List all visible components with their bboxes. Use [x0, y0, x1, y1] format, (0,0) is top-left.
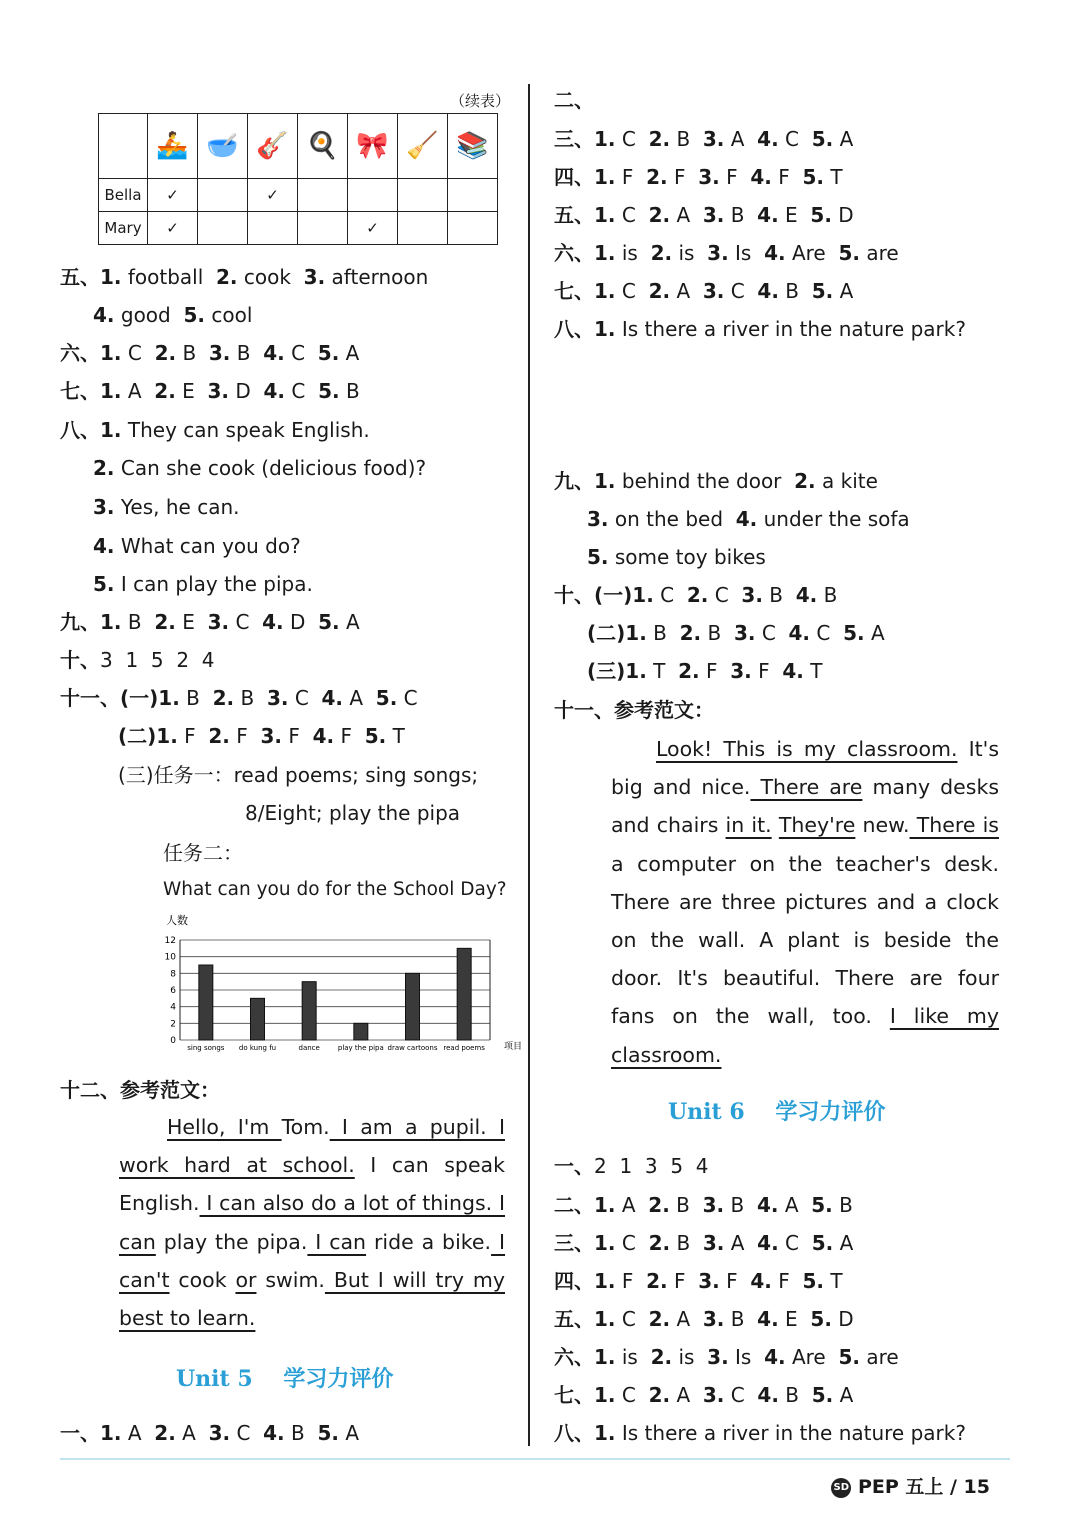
table-row — [99, 212, 498, 245]
x-tick-label: read poems — [443, 1044, 485, 1052]
column-divider — [528, 84, 530, 1446]
section-6: 六、1. C 2. B 3. B 4. C 5. A — [60, 341, 360, 365]
unit-6-heading: Unit 6 学习力评价 — [668, 1099, 886, 1125]
r-section-10-part-1: 十、(一)1. C 2. C 3. B 4. B — [554, 583, 838, 607]
y-tick-label: 8 — [170, 969, 176, 980]
table-caption: （续表） — [450, 92, 511, 110]
unit-5-section-1: 一、1. A 2. A 3. C 4. B 5. A — [60, 1421, 360, 1445]
section-8-line-4: 4. What can you do? — [93, 534, 301, 558]
table-row — [99, 179, 498, 212]
u6-section-3: 三、1. C 2. B 3. A 4. C 5. A — [554, 1231, 854, 1255]
section-11-part-2: (二)1. F 2. F 3. F 4. F 5. T — [118, 724, 405, 748]
check-cell — [298, 212, 348, 245]
broom-icon: 🧹 — [398, 114, 448, 179]
check-cell — [348, 179, 398, 212]
r-section-4: 四、1. F 2. F 3. F 4. F 5. T — [554, 165, 843, 189]
section-11-part-3: (三)任务一：read poems; sing songs; — [118, 763, 479, 787]
x-tick-label: play the pipa — [337, 1044, 384, 1052]
r-section-9-line-1: 九、1. behind the door 2. a kite — [554, 469, 878, 493]
bar — [457, 948, 471, 1040]
r-section-8-line-4 — [587, 428, 593, 458]
check-cell — [398, 179, 448, 212]
u6-section-1: 一、2 1 3 5 4 — [554, 1154, 709, 1178]
r-section-9-line-3: 5. some toy bikes — [587, 545, 766, 569]
r-section-11-label: 十一、参考范文： — [554, 698, 714, 722]
page-number: PEP 五上 / 15 — [857, 1476, 990, 1498]
pipa-icon: 🎸 — [248, 114, 298, 179]
y-tick-label: 10 — [164, 952, 176, 963]
bar — [302, 982, 316, 1040]
page-footer — [831, 1472, 990, 1499]
frying-pan-icon: 🍳 — [298, 114, 348, 179]
r-section-8-line-1: 八、1. Is there a river in the nature park? — [554, 317, 966, 341]
r-section-9-line-2: 3. on the bed 4. under the sofa — [587, 507, 910, 531]
section-8-line-1: 八、1. They can speak English. — [60, 418, 370, 442]
bar — [199, 965, 213, 1040]
row-name: Mary — [99, 212, 148, 245]
u6-section-7: 七、1. C 2. A 3. C 4. B 5. A — [554, 1383, 854, 1407]
x-tick-label: do kung fu — [238, 1044, 277, 1052]
u6-section-8: 八、1. Is there a river in the nature park? — [554, 1421, 966, 1445]
check-cell: ✓ — [148, 179, 198, 212]
u6-section-6: 六、1. is 2. is 3. Is 4. Are 5. are — [554, 1345, 899, 1369]
section-5-line-2: 4. good 5. cool — [93, 303, 253, 327]
dance-ribbon-icon: 🎀 — [348, 114, 398, 179]
y-tick-label: 0 — [170, 1036, 176, 1046]
bar — [406, 973, 420, 1040]
r-section-7: 七、1. C 2. A 3. C 4. B 5. A — [554, 279, 854, 303]
publisher-logo: SD — [831, 1478, 851, 1498]
section-8-line-3: 3. Yes, he can. — [93, 495, 240, 519]
reference-essay-left: Hello, I'm Tom. I am a pupil. I work hard at school. I can speak English. I can also do a lot of things. I can play the pipa. I can ride a bike. I can't cook or swim. But I will try my best to learn. — [119, 1115, 505, 1331]
r-section-3: 三、1. C 2. B 3. A 4. C 5. A — [554, 127, 854, 151]
r-section-5: 五、1. C 2. A 3. B 4. E 5. D — [554, 203, 854, 227]
y-tick-label: 2 — [170, 1019, 176, 1030]
picture-row — [99, 114, 498, 179]
u6-section-4: 四、1. F 2. F 3. F 4. F 5. T — [554, 1269, 843, 1293]
y-tick-label: 6 — [170, 986, 176, 996]
check-cell — [248, 212, 298, 245]
y-tick-label: 12 — [164, 936, 176, 946]
bookshelf-icon: 📚 — [448, 114, 498, 179]
section-11-part-3-cont: 8/Eight; play the pipa — [245, 801, 461, 825]
survey-table — [98, 113, 498, 245]
row-name: Bella — [99, 179, 148, 212]
x-tick-label: sing songs — [187, 1044, 225, 1052]
check-cell — [398, 212, 448, 245]
r-section-10-part-2: (二)1. B 2. B 3. C 4. C 5. A — [587, 621, 885, 645]
bar — [354, 1023, 368, 1040]
bar-chart — [160, 910, 530, 1065]
check-cell — [198, 179, 248, 212]
section-8-line-5: 5. I can play the pipa. — [93, 572, 313, 596]
u6-section-5: 五、1. C 2. A 3. B 4. E 5. D — [554, 1307, 854, 1331]
r-section-2: 二、 — [554, 88, 594, 112]
check-cell — [298, 179, 348, 212]
section-5-line-1: 五、1. football 2. cook 3. afternoon — [60, 265, 429, 289]
bar — [251, 998, 265, 1040]
section-11-part-1: 十一、(一)1. B 2. B 3. C 4. A 5. C — [60, 686, 418, 710]
x-tick-label: draw cartoons — [387, 1044, 438, 1052]
section-7: 七、1. A 2. E 3. D 4. C 5. B — [60, 379, 360, 403]
r-section-6: 六、1. is 2. is 3. Is 4. Are 5. are — [554, 241, 899, 265]
section-12-label: 十二、参考范文： — [60, 1078, 220, 1102]
x-axis-label: 项目 — [504, 1042, 523, 1052]
task-2-label: 任务二： — [163, 841, 243, 865]
x-tick-label: dance — [298, 1044, 320, 1052]
check-cell — [198, 212, 248, 245]
rowing-icon: 🚣 — [148, 114, 198, 179]
unit-5-heading: Unit 5 学习力评价 — [176, 1366, 394, 1392]
dumpling-bowl-icon: 🥣 — [198, 114, 248, 179]
check-cell: ✓ — [148, 212, 198, 245]
section-10: 十、3 1 5 2 4 — [60, 648, 215, 672]
reference-essay-right: Look! This is my classroom. It's big and nice. There are many desks and chairs in it. They're new. There is a computer on the teacher's desk. There are three pictures and a clock on the wall. A plant is beside the door. It's beautiful. There are four fans on the wall, too. I like my classroom. — [611, 737, 999, 1067]
section-8-line-2: 2. Can she cook (delicious food)? — [93, 456, 427, 480]
y-tick-label: 4 — [170, 1002, 176, 1013]
footer-rule — [60, 1458, 1010, 1460]
check-cell: ✓ — [248, 179, 298, 212]
check-cell — [448, 212, 498, 245]
check-cell: ✓ — [348, 212, 398, 245]
r-section-8-line-3 — [587, 390, 612, 420]
check-cell — [448, 179, 498, 212]
u6-section-2: 二、1. A 2. B 3. B 4. A 5. B — [554, 1193, 853, 1217]
section-9: 九、1. B 2. E 3. C 4. D 5. A — [60, 610, 360, 634]
y-axis-label: 人数 — [166, 914, 188, 927]
chart-question: What can you do for the School Day? — [163, 879, 507, 900]
r-section-10-part-3: (三)1. T 2. F 3. F 4. T — [587, 659, 823, 683]
r-section-8-line-2 — [587, 352, 593, 382]
